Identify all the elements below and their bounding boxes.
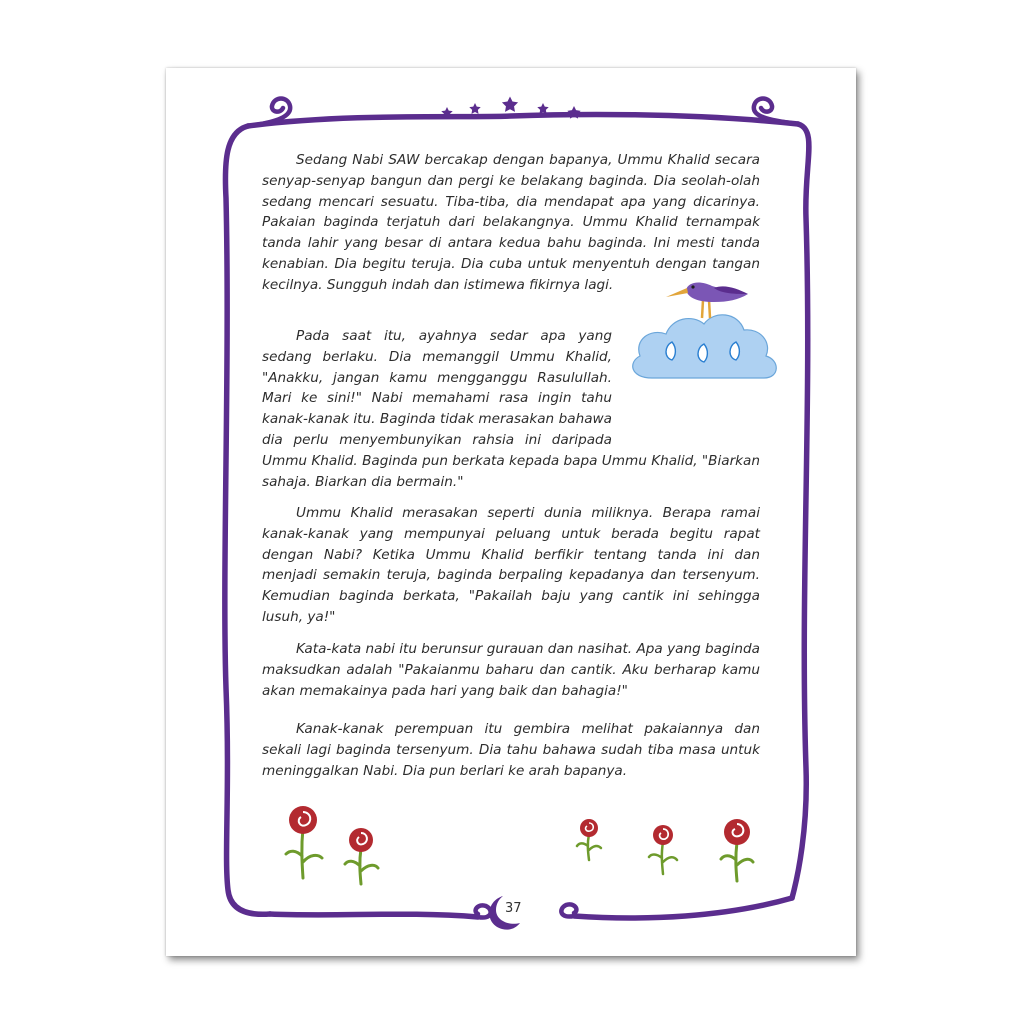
- story-paragraph-1-text-cont: menyentuh dengan tangan kecilnya. Sungguh indah dan istimewa fikirnya lagi.: [262, 255, 760, 293]
- story-paragraph-2: [262, 326, 760, 492]
- book-page: [166, 68, 856, 956]
- star-icon: [502, 97, 518, 112]
- story-paragraph-2-text: Pada saat itu, ayahnya sedar apa yang sedang berlaku. Dia memanggil Ummu Khalid, "Anakku, jangan kamu mengganggu Rasulullah. Mari ke sini!" Nabi memahami rasa ingin tahu: [262, 328, 612, 407]
- flower-icon: [345, 828, 378, 884]
- story-paragraph-2-text-cont: kanak-kanak itu. Baginda tidak merasakan bahawa dia perlu menyembunyikan rahsia ini daripada Ummu Khalid. Baginda pun berkata kepada bapa Ummu Khalid, "Biarkan sahaja. Biarkan dia bermain.": [262, 411, 760, 490]
- frame-right-border: [792, 124, 809, 898]
- flower-icon: [721, 819, 753, 881]
- flower-icon: [286, 806, 322, 878]
- story-paragraph-1: [262, 150, 760, 296]
- story-paragraph-4: Kata-kata nabi itu berunsur gurauan dan nasihat. Apa yang baginda maksudkan adalah "Pakaianmu baharu dan cantik. Aku berharap kamu akan memakainya pada hari yang baik dan bahagia!": [262, 641, 760, 699]
- frame-top-border: [248, 114, 798, 126]
- story-paragraph-3: Ummu Khalid merasakan seperti dunia miliknya. Berapa ramai kanak-kanak yang mempunyai peluang untuk berada begitu rapat dengan Nabi? Ketika Ummu Khalid berfikir tentang tanda ini dan menjadi semakin teruja, baginda berpaling kepadanya dan tersenyum. Kemudian baginda berkata, "Pakailah baju yang cantik ini sehingga lusuh, ya!": [262, 505, 760, 625]
- star-icon: [469, 103, 480, 114]
- star-icon: [537, 103, 548, 114]
- flower-icon: [577, 819, 601, 860]
- flower-icon: [649, 825, 677, 874]
- swirl-ornament-icon: [476, 905, 491, 917]
- frame-bottom-right-border: [574, 898, 792, 918]
- frame-bottom-left-border: [270, 914, 478, 917]
- story-paragraph-1-text: Sedang Nabi SAW bercakap dengan bapanya, Ummu Khalid secara senyap-senyap bangun dan pergi ke belakang baginda. Dia seolah-olah sedang mencari sesuatu. Tiba-tiba, dia mendapat apa yang dicarinya. Pakaian baginda terjatuh dari belakangnya. Ummu Khalid ternampak tanda lahir yang besar di antara kedua bahu baginda. Ini mesti tanda kenabian. Dia begitu teruja. Dia cuba untuk: [262, 152, 760, 272]
- swirl-ornament-icon: [561, 904, 576, 916]
- page-number: 37: [505, 901, 522, 916]
- story-paragraph-5: Kanak-kanak perempuan itu gembira melihat pakaiannya dan sekali lagi baginda tersenyum. Dia tahu bahawa sudah tiba masa untuk meninggalkan Nabi. Dia pun berlari ke arah bapanya.: [262, 721, 760, 779]
